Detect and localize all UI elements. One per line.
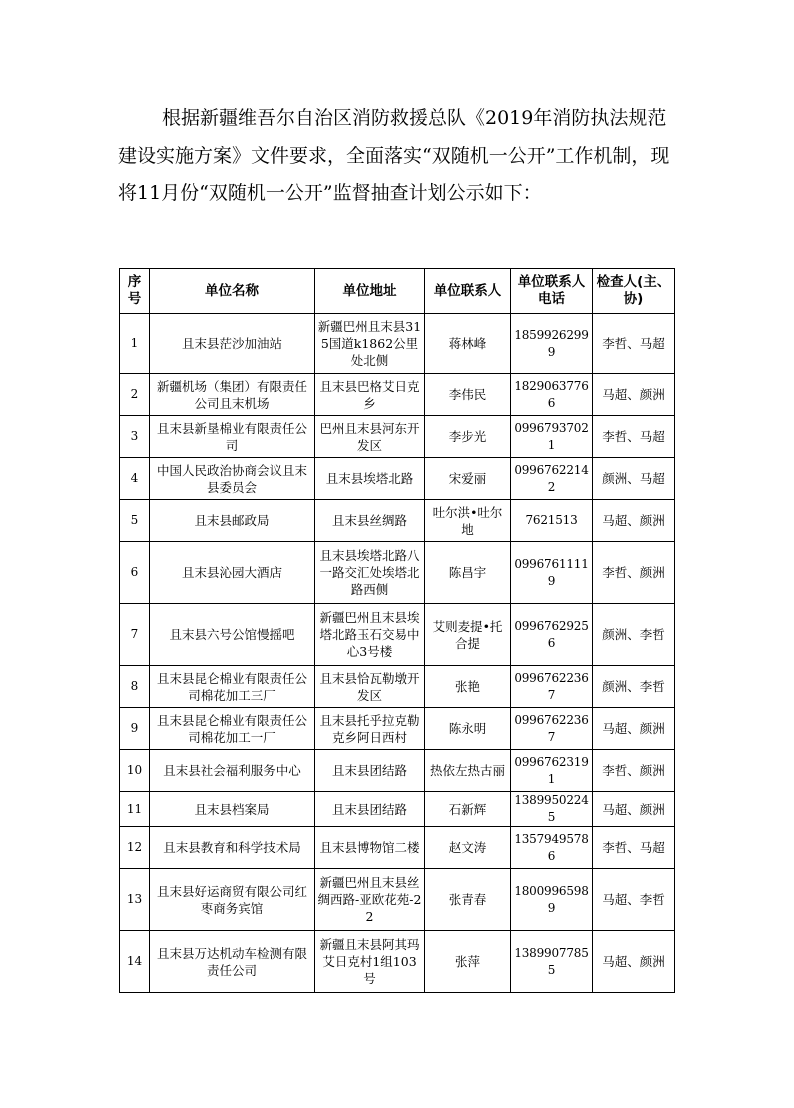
- row-contact: 热依左热古丽: [425, 750, 511, 792]
- row-inspectors: 马超、李哲: [593, 869, 675, 931]
- row-address: 且末县埃塔北路八一路交汇处埃塔北路西侧: [315, 542, 425, 604]
- row-phone: 09967611119: [511, 542, 593, 604]
- row-address: 新疆巴州且末县丝绸西路-亚欧花苑-22: [315, 869, 425, 931]
- header-unit-address: 单位地址: [315, 269, 425, 314]
- inspection-plan-table: [119, 268, 675, 993]
- row-contact: 张青春: [425, 869, 511, 931]
- row-no: 6: [120, 542, 150, 604]
- table-row: [120, 792, 675, 827]
- table-row: [120, 500, 675, 542]
- row-no: 5: [120, 500, 150, 542]
- row-unit-name: 中国人民政治协商会议且末县委员会: [150, 458, 315, 500]
- row-phone: 09967623191: [511, 750, 593, 792]
- row-contact: 李伟民: [425, 374, 511, 416]
- header-inspectors: 检查人(主、协): [593, 269, 675, 314]
- row-contact: 陈昌宇: [425, 542, 511, 604]
- row-inspectors: 颜洲、马超: [593, 458, 675, 500]
- row-no: 10: [120, 750, 150, 792]
- row-contact: 张萍: [425, 931, 511, 993]
- row-unit-name: 且末县昆仑棉业有限责任公司棉花加工三厂: [150, 666, 315, 708]
- header-no: 序号: [120, 269, 150, 314]
- row-address: 巴州且末县河东开发区: [315, 416, 425, 458]
- row-address: 且末县埃塔北路: [315, 458, 425, 500]
- row-phone: 13899077855: [511, 931, 593, 993]
- table-row: [120, 750, 675, 792]
- table-row: [120, 374, 675, 416]
- row-phone: 18599262999: [511, 314, 593, 374]
- row-no: 11: [120, 792, 150, 827]
- row-address: 且末县博物馆二楼: [315, 827, 425, 869]
- row-address: 且末县团结路: [315, 750, 425, 792]
- row-contact: 宋爱丽: [425, 458, 511, 500]
- row-inspectors: 李哲、颜洲: [593, 750, 675, 792]
- table-row: [120, 931, 675, 993]
- row-phone: 7621513: [511, 500, 593, 542]
- intro-paragraph: [118, 100, 678, 213]
- row-unit-name: 且末县新垦棉业有限责任公司: [150, 416, 315, 458]
- row-address: 新疆且末县阿其玛艾日克村1组103号: [315, 931, 425, 993]
- row-address: 且末县丝绸路: [315, 500, 425, 542]
- row-contact: 蒋林峰: [425, 314, 511, 374]
- row-phone: 13899502245: [511, 792, 593, 827]
- row-contact: 陈永明: [425, 708, 511, 750]
- row-phone: 09967622142: [511, 458, 593, 500]
- intro-text: 根据新疆维吾尔自治区消防救援总队《2019年消防执法规范建设实施方案》文件要求，全面落实“双随机一公开”工作机制，现将11月份“双随机一公开”监督抽查计划公示如下：: [118, 107, 670, 204]
- row-inspectors: 马超、颜洲: [593, 708, 675, 750]
- row-phone: 09967937021: [511, 416, 593, 458]
- row-unit-name: 且末县教育和科学技术局: [150, 827, 315, 869]
- table-body: [120, 314, 675, 993]
- row-inspectors: 李哲、马超: [593, 416, 675, 458]
- table-row: [120, 708, 675, 750]
- row-no: 14: [120, 931, 150, 993]
- row-no: 3: [120, 416, 150, 458]
- row-contact: 张艳: [425, 666, 511, 708]
- row-unit-name: 且末县昆仑棉业有限责任公司棉花加工一厂: [150, 708, 315, 750]
- row-unit-name: 且末县邮政局: [150, 500, 315, 542]
- row-no: 4: [120, 458, 150, 500]
- row-address: 新疆巴州且末县埃塔北路玉石交易中心3号楼: [315, 604, 425, 666]
- table-row: [120, 416, 675, 458]
- table-row: [120, 869, 675, 931]
- table-row: [120, 604, 675, 666]
- row-no: 8: [120, 666, 150, 708]
- row-contact: 艾则麦提•托合提: [425, 604, 511, 666]
- row-inspectors: 马超、颜洲: [593, 931, 675, 993]
- row-inspectors: 马超、颜洲: [593, 500, 675, 542]
- row-inspectors: 马超、颜洲: [593, 374, 675, 416]
- row-phone: 18290637766: [511, 374, 593, 416]
- row-phone: 09967622367: [511, 666, 593, 708]
- row-unit-name: 且末县茫沙加油站: [150, 314, 315, 374]
- row-address: 且末县巴格艾日克乡: [315, 374, 425, 416]
- row-address: 新疆巴州且末县315国道k1862公里处北侧: [315, 314, 425, 374]
- row-inspectors: 颜洲、李哲: [593, 604, 675, 666]
- header-unit-name: 单位名称: [150, 269, 315, 314]
- row-inspectors: 李哲、颜洲: [593, 542, 675, 604]
- row-no: 2: [120, 374, 150, 416]
- table-row: [120, 458, 675, 500]
- row-contact: 石新辉: [425, 792, 511, 827]
- row-inspectors: 颜洲、李哲: [593, 666, 675, 708]
- row-inspectors: 李哲、马超: [593, 314, 675, 374]
- row-inspectors: 马超、颜洲: [593, 792, 675, 827]
- row-unit-name: 且末县档案局: [150, 792, 315, 827]
- header-contact: 单位联系人: [425, 269, 511, 314]
- row-phone: 09967629256: [511, 604, 593, 666]
- row-no: 12: [120, 827, 150, 869]
- table-header-row: [120, 269, 675, 314]
- row-address: 且末县团结路: [315, 792, 425, 827]
- row-contact: 吐尔洪•吐尔地: [425, 500, 511, 542]
- table-row: [120, 827, 675, 869]
- row-no: 9: [120, 708, 150, 750]
- row-phone: 09967622367: [511, 708, 593, 750]
- row-contact: 李步光: [425, 416, 511, 458]
- row-no: 7: [120, 604, 150, 666]
- row-unit-name: 且末县社会福利服务中心: [150, 750, 315, 792]
- table-row: [120, 314, 675, 374]
- row-phone: 13579495786: [511, 827, 593, 869]
- header-phone: 单位联系人电话: [511, 269, 593, 314]
- row-no: 13: [120, 869, 150, 931]
- row-no: 1: [120, 314, 150, 374]
- row-phone: 18009965989: [511, 869, 593, 931]
- row-unit-name: 且末县沁园大酒店: [150, 542, 315, 604]
- row-unit-name: 且末县万达机动车检测有限责任公司: [150, 931, 315, 993]
- row-unit-name: 且末县六号公馆慢摇吧: [150, 604, 315, 666]
- row-address: 且末县托乎拉克勒克乡阿日西村: [315, 708, 425, 750]
- row-unit-name: 新疆机场（集团）有限责任公司且末机场: [150, 374, 315, 416]
- table-row: [120, 542, 675, 604]
- table-row: [120, 666, 675, 708]
- row-address: 且末县恰瓦勒墩开发区: [315, 666, 425, 708]
- row-unit-name: 且末县好运商贸有限公司红枣商务宾馆: [150, 869, 315, 931]
- row-contact: 赵文涛: [425, 827, 511, 869]
- row-inspectors: 李哲、马超: [593, 827, 675, 869]
